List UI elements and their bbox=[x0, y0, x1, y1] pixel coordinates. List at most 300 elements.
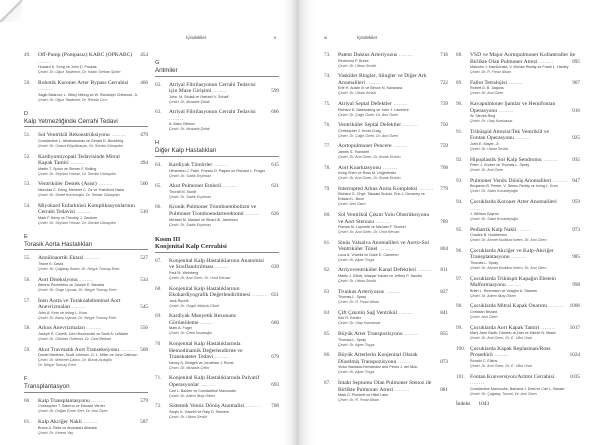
chapter-title-text: Interrupted Arkus Aorta Kompleksi bbox=[338, 185, 418, 192]
leader-dots: ........ bbox=[38, 58, 53, 65]
chapter-title-text: için Maze Girişimi bbox=[169, 88, 212, 95]
chapter-title-text: Arkus Anevrizmaları bbox=[38, 325, 86, 332]
chapter-title-line bbox=[38, 298, 148, 305]
leader-dots: ........ bbox=[383, 288, 401, 295]
book-gutter-shadow bbox=[284, 0, 314, 445]
chapter-title-text: Çift Çıkımlı Sağ Ventrikül bbox=[338, 309, 398, 316]
chapter-authors: Tirone E. David bbox=[38, 261, 64, 266]
toc-entry bbox=[456, 227, 580, 244]
chapter-number: 59. bbox=[24, 346, 31, 353]
chapter-title-line bbox=[169, 320, 279, 327]
chapter-authors: Charles B. Huddleston bbox=[470, 233, 507, 238]
chapter-number: 67. bbox=[155, 257, 162, 264]
chapter-title-text: Çocuklarda Triküspit Kapağın Ebstein bbox=[470, 275, 556, 282]
chapter-title-text: Aortopulmoner Pencere bbox=[338, 143, 392, 150]
chapter-title-line bbox=[338, 267, 448, 274]
chapter-title-line bbox=[38, 325, 148, 332]
left-page bbox=[0, 0, 292, 445]
chapter-number: 94. bbox=[456, 198, 463, 205]
chapter-title-text: ve Sınıflandırılması bbox=[169, 264, 214, 271]
chapter-title-text: Çocuklarda Aort Kapak Tamiri bbox=[470, 324, 540, 331]
chapter-title-line bbox=[169, 403, 279, 410]
chapter-title-line bbox=[470, 346, 580, 353]
chapter-page-number: 679 bbox=[271, 354, 279, 361]
chapter-title-line bbox=[470, 248, 580, 255]
leader-dots: ........ bbox=[199, 382, 216, 389]
chapter-title-text: Büyük Arterlerin Konjenital Olarak bbox=[338, 352, 418, 359]
chapter-authors: J. William Gaynor bbox=[470, 212, 499, 217]
chapter-title-line bbox=[470, 178, 580, 185]
chapter-title-text: Hipoplastik Sol Kalp Sendromu bbox=[470, 156, 542, 163]
chapter-title-line bbox=[470, 352, 580, 359]
chapter-title-text: Malformasyonu bbox=[470, 282, 506, 289]
leader-dots: ........ bbox=[212, 161, 229, 168]
chapter-number: 49. bbox=[24, 52, 31, 58]
chapter-title-line bbox=[169, 348, 279, 355]
chapter-authors: Erle H. Austin III ve Bimon N. Kavarana bbox=[338, 86, 403, 91]
chapter-authors: Carl L. Backer ve Constantine Mavroudis bbox=[169, 388, 237, 393]
chapter-authors: Robert D. B. Jaquiss bbox=[470, 86, 504, 91]
chapter-title-text: Görüntüleme bbox=[169, 319, 199, 326]
leader-dots: ........ bbox=[377, 246, 394, 253]
chapter-number: 74. bbox=[324, 73, 331, 80]
chapter-page-number: 759 bbox=[440, 143, 448, 150]
leader-dots: ........ bbox=[397, 309, 414, 316]
chapter-authors: Thomas L. Spray bbox=[338, 295, 367, 300]
chapter-authors: John A. Kern ve Irving L. Kron bbox=[38, 310, 87, 315]
chapter-translators: Çeviri: Dr. Çağatay Tunsel, Dr. Anıl Özen bbox=[470, 391, 537, 396]
chapter-page-number: 947 bbox=[572, 177, 580, 184]
chapter-title-text: Konjenital Kalp Hastalıklarının Anatomisi bbox=[169, 257, 264, 264]
chapter-title-line bbox=[338, 289, 448, 296]
chapter-page-number: 873 bbox=[440, 358, 448, 365]
chapter-authors: Joseph S. Coselli, John Bozinovski ve Scott A. LeMaire bbox=[38, 332, 129, 337]
chapter-translators: Çeviri: Dr. Kerem Yay bbox=[38, 430, 74, 435]
section-heading bbox=[24, 234, 148, 251]
chapter-number: 52. bbox=[24, 153, 31, 160]
page-number-left: v bbox=[274, 35, 277, 40]
toc-entry bbox=[456, 157, 580, 174]
chapter-title-line bbox=[169, 183, 279, 190]
chapter-number: 83 bbox=[324, 288, 330, 295]
chapter-title-line bbox=[169, 204, 279, 211]
toc-entry bbox=[155, 204, 279, 227]
chapter-title-line bbox=[338, 219, 448, 226]
chapter-title-text: Transkateter Tedavi bbox=[169, 354, 214, 361]
chapter-title-text: Anomalileri bbox=[338, 79, 366, 86]
leader-dots: ........ bbox=[506, 79, 524, 86]
chapter-translators: Çeviri: Dr. Sedef Kürümoğlu, Dr. Serdar Günaydın bbox=[38, 193, 120, 198]
leader-dots: ........ bbox=[85, 325, 102, 332]
chapter-page-number: 639 bbox=[271, 264, 279, 271]
chapter-number: 82. bbox=[324, 267, 331, 274]
toc-entry bbox=[324, 352, 448, 375]
chapter-title-text: İntakt Septumu Olan Pulmoner Stenoz ile bbox=[338, 380, 432, 386]
chapter-page-number: 510 bbox=[140, 209, 148, 216]
chapter-title-text: Transplantasyonu bbox=[470, 254, 510, 261]
toc-entry bbox=[24, 398, 148, 415]
chapter-translators: Çeviri: Dr. Oğuz Taşdemir, Dr. Renda Cırcı bbox=[38, 97, 108, 102]
chapter-translators: Dr. Neşyir Tuncay Eren bbox=[38, 363, 76, 368]
chapter-number: 96. bbox=[456, 247, 463, 254]
chapter-number: 61. bbox=[24, 418, 31, 425]
section-heading bbox=[24, 376, 148, 393]
chapter-translators: Çeviri: Dr. Ahmet Kuddusi İrdem, Dr. Anıl Özen bbox=[470, 266, 547, 271]
chapter-title-line bbox=[338, 387, 448, 394]
chapter-title-line bbox=[169, 341, 279, 348]
chapter-title-text: Ventriküler Tünel bbox=[338, 246, 378, 253]
chapter-title-text: Kardiyomiyopati Tedavisinde Mitral bbox=[38, 153, 120, 160]
chapter-number: 84 bbox=[324, 309, 330, 316]
leader-dots: ........ bbox=[397, 52, 414, 58]
toc-entry bbox=[456, 52, 580, 75]
section-title: Transplantasyon bbox=[24, 383, 148, 393]
chapter-authors: Alberto Pochettino ve Joseph E. Bavaria bbox=[38, 283, 105, 288]
chapter-title-line bbox=[470, 80, 580, 87]
chapter-page-number: 626 bbox=[271, 210, 279, 217]
chapter-title-line bbox=[38, 347, 148, 354]
chapter-page-number: 454 bbox=[140, 52, 148, 58]
chapter-title-text: Konjenital Kalp Hastalıklarının bbox=[169, 285, 240, 292]
chapter-page-number: 841 bbox=[440, 309, 448, 316]
chapter-title-text: Çocuklarda Koroner Arter Anomalileri bbox=[470, 198, 557, 205]
toc-entry bbox=[324, 73, 448, 96]
chapter-translators: Çeviri: Dr. Ahmet Kuddusi İrdem, Dr. Anıl Özen bbox=[470, 238, 547, 243]
chapter-number: 57. bbox=[24, 297, 31, 304]
chapter-title-text: Pulmoner Venöz Dönüş Anomalileri bbox=[470, 177, 552, 184]
chapter-title-text: Operasyonlar bbox=[169, 382, 200, 389]
chapter-number: 58. bbox=[24, 325, 31, 332]
chapter-authors: Flavian M. Lupinetti ve Michael F. Teodori bbox=[338, 225, 406, 230]
chapter-translators: Çeviri: Dr. Utkan Sevük bbox=[169, 414, 208, 419]
chapter-title-line bbox=[169, 109, 279, 122]
toc-entry bbox=[24, 80, 148, 103]
index-page: 1043 bbox=[478, 401, 490, 408]
chapter-translators: Çeviri: Dr. Anıl Özen, Dr. E. Ulku Ünal bbox=[470, 336, 532, 341]
chapter-title-line bbox=[169, 162, 279, 169]
chapter-title-text: Fallot Tetralojisi bbox=[470, 79, 507, 86]
chapter-authors: Nancy D. Bridges ve Jonathan J. Rome bbox=[169, 360, 234, 365]
chapter-number: 95. bbox=[456, 226, 463, 233]
running-head-right: İçindekiler bbox=[357, 35, 378, 40]
chapter-number: 50. bbox=[24, 79, 31, 86]
chapter-translators: Çeviri: Dr. Sadık Eryılmaz bbox=[169, 194, 212, 199]
chapter-translators: Çeviri: Dr. Barış Uymaz, Dr. Neşyir Tuncay Eren bbox=[38, 315, 117, 320]
chapter-page-number: 621 bbox=[271, 183, 279, 190]
chapter-translators: Çeviri: Dr. Gökhan Özdemir, Dr. Ozal Berkan bbox=[38, 337, 112, 342]
chapter-title-text: Kavapulmoner Şantlar ve Hemifontan bbox=[470, 100, 556, 107]
chapter-authors: Edward L. Bove bbox=[338, 197, 365, 202]
chapter-page-number: 973 bbox=[572, 226, 580, 233]
leader-dots: ........ bbox=[415, 267, 433, 274]
chapter-title-line bbox=[38, 398, 148, 405]
chapter-number: 76. bbox=[324, 122, 331, 129]
toc-entry bbox=[324, 186, 448, 208]
chapter-number: 72. bbox=[155, 403, 162, 410]
toc-entry bbox=[24, 203, 148, 226]
chapter-page-number: 959 bbox=[572, 198, 580, 205]
toc-entry bbox=[155, 341, 279, 371]
chapter-translators: Çeviri: Dr. Alper Toşya bbox=[338, 342, 375, 347]
chapter-authors: John E. Mayer, Jr. bbox=[470, 141, 500, 146]
chapter-title-line bbox=[169, 88, 279, 95]
chapter-title-text: Kapak Tamiri bbox=[38, 160, 69, 167]
chapter-title-line bbox=[338, 212, 448, 219]
chapter-title-text: Atriyal Fibrilasyonun Cerrahi Tedavisi bbox=[169, 81, 256, 88]
chapter-page-number: 479 bbox=[140, 132, 148, 139]
chapter-translators: Çeviri: Anıl Özen bbox=[470, 315, 498, 320]
chapter-title-line bbox=[470, 282, 580, 289]
right-page bbox=[300, 0, 600, 445]
chapter-translators: Çeviri: Dr. Anıl Özen, Dr. E. Ulku Ünal bbox=[470, 364, 532, 368]
chapter-title-text: Off-Pump (Pompasız) KABC (OPKABC) bbox=[38, 52, 133, 58]
chapter-title-line bbox=[338, 80, 448, 87]
part-title: Konjenital Kalp Cerrahisi bbox=[155, 243, 279, 253]
chapter-number: 90. bbox=[456, 100, 463, 107]
leader-dots: ........ bbox=[38, 86, 53, 93]
chapter-page-number: 527 bbox=[140, 255, 148, 262]
toc-entry bbox=[24, 255, 148, 272]
leader-dots: ........ bbox=[244, 403, 261, 410]
chapter-title-line bbox=[338, 246, 448, 253]
chapter-authors: Nicholas C. Dang, Mehmet C. Oz ve Yoshifumi Naka bbox=[38, 188, 124, 193]
chapter-translators: Çeviri: Dr. Çağrı Özen, Dr. Anıl Özen bbox=[338, 112, 399, 117]
chapter-number: 56. bbox=[24, 276, 31, 283]
chapter-translators: Çeviri: Dr. Çağatay Bazer, Dr. Neşyir Tuncay Eren bbox=[38, 266, 120, 271]
chapter-title-text: Pulmoner Tromboendarterektomi bbox=[169, 210, 244, 217]
chapter-title-text: İnen Aorta ve Torakoabdominal Aort bbox=[38, 297, 121, 304]
chapter-page-number: 804 bbox=[440, 246, 448, 253]
chapter-translators: Çeviri: Dr. Anıl Özen, Dr. Burak Erdolu bbox=[338, 154, 401, 159]
leader-dots: ........ bbox=[169, 115, 184, 122]
chapter-title-text: Hemodinamik Değerlendirme ve bbox=[169, 347, 243, 354]
chapter-page-number: 827 bbox=[440, 288, 448, 295]
chapter-authors: John. M. Stulak ve Hartzell V. Schaff bbox=[169, 94, 229, 99]
leader-dots: ........ bbox=[391, 100, 408, 107]
toc-entry bbox=[324, 331, 448, 348]
chapter-title-line bbox=[470, 108, 580, 115]
chapter-title-text: Fontan Operasyonu bbox=[470, 135, 514, 142]
toc-entry bbox=[456, 199, 580, 222]
chapter-translators: Çeviri: Dr. Adem İlkay Diken bbox=[169, 393, 215, 398]
section-heading bbox=[155, 60, 279, 77]
chapter-authors: Richard D. Mainwaring ve John J. Lamberti bbox=[338, 107, 409, 112]
chapter-title-line bbox=[169, 313, 279, 320]
chapter-title-text: Sinüs Valsalva Anomalileri ve Aorto-Sol bbox=[338, 239, 429, 246]
chapter-authors: W. Steves Ring bbox=[470, 114, 496, 119]
chapter-title-line bbox=[338, 331, 448, 338]
chapter-authors: Paul M. Weinberg bbox=[169, 270, 199, 275]
leader-dots: ........ bbox=[89, 397, 106, 404]
toc-entry bbox=[324, 240, 448, 263]
chapter-title-text: Kardiyak Manyetik Rezonans bbox=[169, 313, 236, 320]
chapter-page-number: 708 bbox=[271, 403, 279, 410]
chapter-page-number: 907 bbox=[572, 79, 580, 86]
chapter-translators: Çeviri: Dr. Mehmet Çakıcı, Dr. Burak Açıkgöz, bbox=[38, 358, 113, 363]
chapter-title-text: Vasküler Ringler, Slingler ve Diğer Ark bbox=[338, 73, 427, 80]
toc-entry bbox=[456, 80, 580, 97]
chapter-title-text: Kalp Transplantasyonu bbox=[38, 397, 90, 404]
chapter-translators: Çeviri: Dr. Çağrı Özen, Dr. Anıl Özen bbox=[338, 133, 399, 138]
chapter-title-line bbox=[338, 380, 448, 387]
chapter-number: 89. bbox=[456, 79, 463, 86]
toc-entry bbox=[324, 267, 448, 284]
chapter-authors: Kirk R. Kanter bbox=[338, 316, 361, 321]
chapter-title-line bbox=[470, 227, 580, 234]
leader-dots: ........ bbox=[513, 135, 531, 142]
chapter-title-text: Atriyal Septal Defektler bbox=[338, 100, 392, 107]
leader-dots: ........ bbox=[396, 358, 413, 365]
chapter-title-line bbox=[38, 181, 148, 188]
chapter-title-text: Birlikte Pulmoner Atrezi bbox=[338, 386, 394, 393]
toc-entry bbox=[24, 181, 148, 198]
chapter-page-number: 1024 bbox=[569, 352, 580, 359]
chapter-authors: James S. Tweddell bbox=[338, 149, 369, 154]
leader-dots: ........ bbox=[250, 292, 267, 299]
chapter-number: 100. bbox=[456, 345, 466, 352]
section-letter: H bbox=[155, 140, 160, 147]
leader-dots: ........ bbox=[68, 160, 85, 167]
leader-dots: ........ bbox=[118, 346, 136, 353]
chapter-title-text: Birlikte Olan Pulmoner Atrezi bbox=[470, 58, 538, 65]
chapter-translators: Çeviri: Dr. Utkan Sevük bbox=[338, 91, 377, 96]
chapter-page-number: 985 bbox=[572, 254, 580, 261]
chapter-title-text: Akut Pulmoner Emboli bbox=[169, 183, 222, 190]
chapter-title-text: Annüloaortik Ektazi bbox=[38, 255, 84, 262]
chapter-page-number: 935 bbox=[572, 156, 580, 163]
chapter-authors: Christopher J. Knott-Craig bbox=[338, 128, 381, 133]
leader-dots: ........ bbox=[497, 107, 514, 114]
chapter-page-number: 545 bbox=[140, 304, 148, 311]
chapter-title-line bbox=[470, 374, 580, 387]
chapter-authors: Mark A. Fogel bbox=[169, 326, 192, 331]
toc-entry bbox=[24, 154, 148, 177]
leader-dots: ........ bbox=[221, 183, 238, 190]
chapter-number: 97. bbox=[456, 275, 463, 282]
leader-dots: ........ bbox=[109, 132, 126, 139]
chapter-title-line bbox=[38, 255, 148, 262]
chapter-translators: Çeviri: Dr. R. Pınar Alkan bbox=[470, 70, 511, 75]
toc-entry bbox=[456, 276, 580, 299]
chapter-title-line bbox=[338, 352, 448, 359]
chapter-title-text: Konjenital Kalp Hastalıklarında Palyatif bbox=[169, 375, 260, 382]
chapter-number: 75. bbox=[324, 100, 331, 107]
leader-dots: ........ bbox=[198, 319, 215, 326]
page-number-right: vi bbox=[324, 35, 328, 40]
leader-dots: ........ bbox=[492, 352, 509, 359]
leader-dots: ........ bbox=[243, 210, 260, 217]
chapter-authors: Thomas L. Spray bbox=[338, 337, 367, 342]
chapter-title-line bbox=[38, 132, 148, 139]
chapter-authors: Malcolm J. MacDonald, V. Mohan Reddy ve Frank L. Hanley bbox=[470, 65, 569, 70]
left-page-column-2 bbox=[155, 52, 279, 424]
toc-entry bbox=[324, 143, 448, 160]
chapter-page-number: 998 bbox=[572, 282, 580, 289]
chapter-number: 66. bbox=[155, 204, 162, 211]
chapter-title-line bbox=[38, 80, 148, 93]
leader-dots: ........ bbox=[391, 143, 408, 150]
leader-dots: ........ bbox=[74, 209, 92, 216]
chapter-page-number: 579 bbox=[140, 397, 148, 404]
leader-dots: ........ bbox=[401, 122, 418, 129]
chapter-number: 65. bbox=[155, 183, 162, 190]
chapter-title-line bbox=[470, 303, 580, 310]
chapter-number: 86. bbox=[324, 352, 331, 359]
chapter-title-text: Fontan Konversiyon/Aritmi Cerrahisi bbox=[470, 373, 555, 380]
chapter-page-number: 895 bbox=[572, 58, 580, 65]
chapter-title-line bbox=[169, 375, 279, 382]
chapter-authors: Peter J. Gruber ve Thomas L. Spray bbox=[470, 163, 530, 168]
toc-entry bbox=[456, 101, 580, 124]
leader-dots: ........ bbox=[537, 58, 554, 65]
toc-entry bbox=[324, 380, 448, 403]
chapter-title-line bbox=[169, 264, 279, 271]
chapter-title-line bbox=[338, 186, 448, 193]
chapter-page-number: 606 bbox=[271, 109, 279, 116]
leader-dots: ........ bbox=[551, 177, 568, 184]
chapter-translators: Çeviri: Dr. Adem İlkay Diken bbox=[470, 293, 516, 298]
chapter-authors: Sanjiv K. Gandhi ve Ralp D. Siewers bbox=[169, 409, 229, 414]
chapter-title-line bbox=[338, 143, 448, 150]
toc-entry bbox=[24, 132, 148, 149]
chapter-authors: A. Marc Gillinov bbox=[169, 122, 195, 127]
chapter-page-number: 615 bbox=[271, 161, 279, 168]
chapter-authors: Christopher T. Salerno ve Edward Verrier bbox=[38, 404, 105, 409]
chapter-number: 93. bbox=[456, 177, 463, 184]
leader-dots: ........ bbox=[417, 185, 434, 192]
chapter-page-number: 855 bbox=[440, 331, 448, 338]
leader-dots: ........ bbox=[374, 218, 391, 225]
chapter-title-line bbox=[470, 59, 580, 66]
chapter-translators: Çeviri: Dr. Ulaş Kumbasar bbox=[338, 321, 381, 326]
chapter-translators: Çeviri: Dr. Anıl Özen, Dr. Ümit Kervan bbox=[169, 275, 231, 280]
chapter-title-line bbox=[338, 52, 448, 59]
chapter-title-line bbox=[38, 154, 148, 161]
chapter-number: 77. bbox=[324, 143, 331, 150]
part-label: Kısım III bbox=[155, 235, 181, 243]
chapter-number: 85. bbox=[324, 331, 331, 338]
chapter-translators: Çeviri: Dr. Sadık Eryılmaz bbox=[169, 222, 212, 227]
chapter-title-line bbox=[470, 101, 580, 108]
chapter-title-line bbox=[470, 52, 580, 59]
leader-dots: ........ bbox=[81, 418, 98, 425]
chapter-title-line bbox=[338, 122, 448, 129]
chapter-title-text: Sol Ventrikül Rekonstrüksiyonu bbox=[38, 132, 110, 139]
chapter-number: 60. bbox=[24, 397, 31, 404]
chapter-title-line bbox=[169, 382, 279, 389]
leader-dots: ........ bbox=[402, 331, 419, 338]
section-letter: G bbox=[155, 60, 160, 66]
toc-entry bbox=[456, 325, 580, 342]
chapter-page-number: 716 bbox=[440, 52, 448, 58]
chapter-translators: Çeviri: Dr. Sabri Kocabeyoğlu bbox=[470, 189, 519, 194]
chapter-title-text: Robotik Koroner Arter Bypass Cerrahisi bbox=[38, 79, 129, 86]
chapter-authors: Thoralf M. Sundt bbox=[169, 189, 197, 194]
chapter-title-line bbox=[338, 73, 448, 80]
chapter-title-text: Pediatrik Kalp Nakli bbox=[470, 226, 517, 233]
chapter-title-line bbox=[338, 165, 448, 172]
chapter-translators: Çeviri: Dr. Anıl Özen bbox=[470, 91, 504, 96]
chapter-title-text: Triküspid Atrezisi/Tek Ventrikül ve bbox=[470, 128, 550, 135]
chapter-page-number: 881 bbox=[440, 386, 448, 393]
chapter-title-line bbox=[338, 359, 448, 366]
chapter-title-line bbox=[470, 135, 580, 142]
toc-entry bbox=[155, 375, 279, 398]
chapter-title-text: Sistemik Venöz Dönüş Anomalisi bbox=[169, 403, 245, 410]
page-curl bbox=[0, 0, 22, 22]
chapter-title-text: Kalp Akciğer Nakli bbox=[38, 418, 82, 425]
toc-entry bbox=[324, 165, 448, 182]
